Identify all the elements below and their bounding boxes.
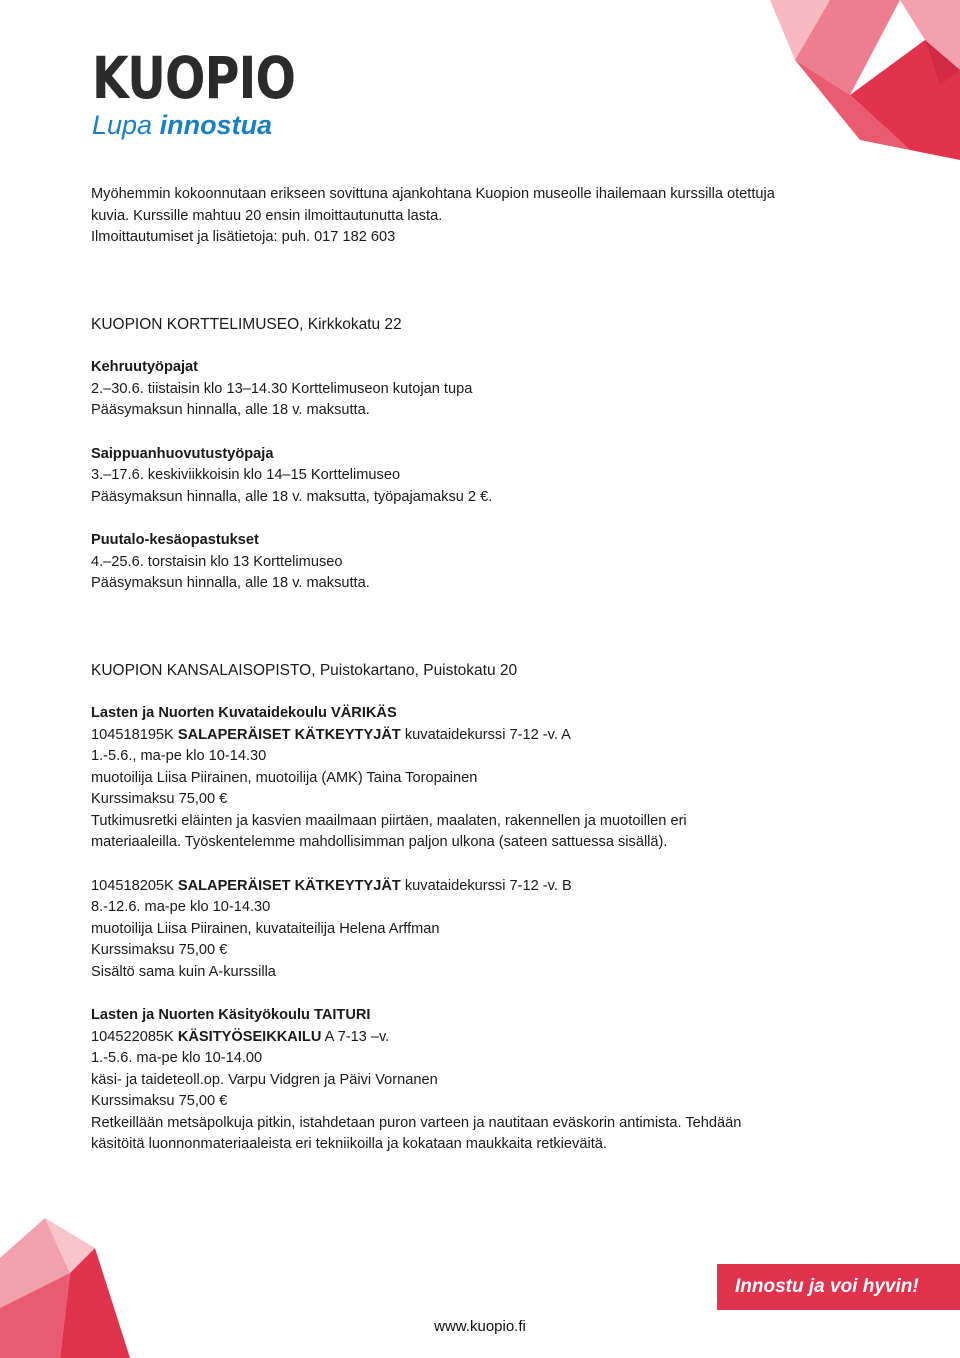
opisto-heading: KUOPION KANSALAISOPISTO, Puistokartano, Puistokatu 20 (91, 661, 518, 679)
course-name: SALAPERÄISET KÄTKEYTYJÄT (177, 877, 401, 894)
course-line: 8.-12.6. ma-pe klo 10-14.30 (91, 899, 271, 915)
course-line: Kurssimaksu 75,00 € (91, 942, 228, 958)
event-title: Saippuanhuovutustyöpaja (91, 445, 274, 462)
document-body (91, 184, 891, 1156)
course-line: Sisältö sama kuin A-kurssilla (91, 963, 276, 980)
event-line: 4.–25.6. torstaisin klo 13 Korttelimuseo (91, 553, 343, 570)
course-line: 1.-5.6. ma-pe klo 10-14.00 (91, 1050, 263, 1066)
course-header: 104518205K SALAPERÄISET KÄTKEYTYJÄT kuvataidekurssi 7-12 -v. B (91, 877, 572, 894)
intro-line: Myöhemmin kokoonnutaan erikseen sovittuna ajankohtana Kuopion museolle ihailemaan kurssilla otettuja (91, 186, 775, 202)
kuopio-logo (92, 44, 340, 140)
course-line: muotoilija Liisa Piirainen, kuvataiteilija Helena Arffman (91, 920, 440, 937)
course-line: materiaaleilla. Työskentelemme mahdollisimman paljon ulkona (sateen sattuessa sisällä). (91, 834, 668, 850)
course-line: 1.-5.6., ma-pe klo 10-14.30 (91, 748, 267, 764)
course-line: Tutkimusretki eläinten ja kasvien maailmaan piirtäen, maalaten, rakennellen ja muotoillen eri (91, 812, 687, 829)
intro-line: Ilmoittautumiset ja lisätietoja: puh. 017 182 603 (91, 229, 396, 245)
course-line: Retkeillään metsäpolkuja pitkin, istahdetaan puron varteen ja nautitaan eväskorin antimista. Tehdään (91, 1114, 742, 1131)
course-header: 104522085K KÄSITYÖSEIKKAILU A 7-13 –v. (91, 1028, 390, 1045)
course-header: 104518195K SALAPERÄISET KÄTKEYTYJÄT kuvataidekurssi 7-12 -v. A (91, 726, 571, 743)
logo-tagline: Lupa innostua (92, 110, 273, 140)
course-line: Kurssimaksu 75,00 € (91, 791, 228, 807)
event-line: Pääsymaksun hinnalla, alle 18 v. maksutta. (91, 402, 370, 418)
course-line: muotoilija Liisa Piirainen, muotoilija (AMK) Taina Toropainen (91, 769, 478, 786)
course-name: KÄSITYÖSEIKKAILU (177, 1028, 322, 1045)
school-title: Lasten ja Nuorten Kuvataidekoulu VÄRIKÄS (91, 705, 397, 721)
decorative-polygons-top (700, 0, 960, 160)
event-line: Pääsymaksun hinnalla, alle 18 v. maksutta, työpajamaksu 2 €. (91, 488, 493, 505)
event-line: 2.–30.6. tiistaisin klo 13–14.30 Korttelimuseon kutojan tupa (91, 380, 473, 397)
museum-heading: KUOPION KORTTELIMUSEO, Kirkkokatu 22 (91, 315, 402, 333)
course-line: käsi- ja taideteoll.op. Varpu Vidgren ja Päivi Vornanen (91, 1071, 438, 1088)
logo-wordmark: KUOPIO (92, 44, 296, 112)
footer-website-link[interactable]: www.kuopio.fi (434, 1318, 526, 1335)
event-title: Puutalo-kesäopastukset (91, 532, 259, 548)
intro-line: kuvia. Kurssille mahtuu 20 ensin ilmoittautunutta lasta. (91, 207, 443, 224)
event-line: Pääsymaksun hinnalla, alle 18 v. maksutta. (91, 575, 370, 591)
event-line: 3.–17.6. keskiviikkoisin klo 14–15 Korttelimuseo (91, 467, 401, 483)
course-name: SALAPERÄISET KÄTKEYTYJÄT (177, 726, 401, 743)
decorative-polygons-bottom (0, 1218, 130, 1358)
event-title: Kehruutyöpajat (91, 359, 199, 375)
course-line: Kurssimaksu 75,00 € (91, 1093, 228, 1109)
slogan-banner: Innostu ja voi hyvin! (717, 1264, 960, 1310)
school-title: Lasten ja Nuorten Käsityökoulu TAITURI (91, 1007, 371, 1023)
course-line: käsitöitä luonnonmateriaaleista eri tekniikoilla ja kokataan maukkaita retkieväitä. (91, 1136, 607, 1152)
